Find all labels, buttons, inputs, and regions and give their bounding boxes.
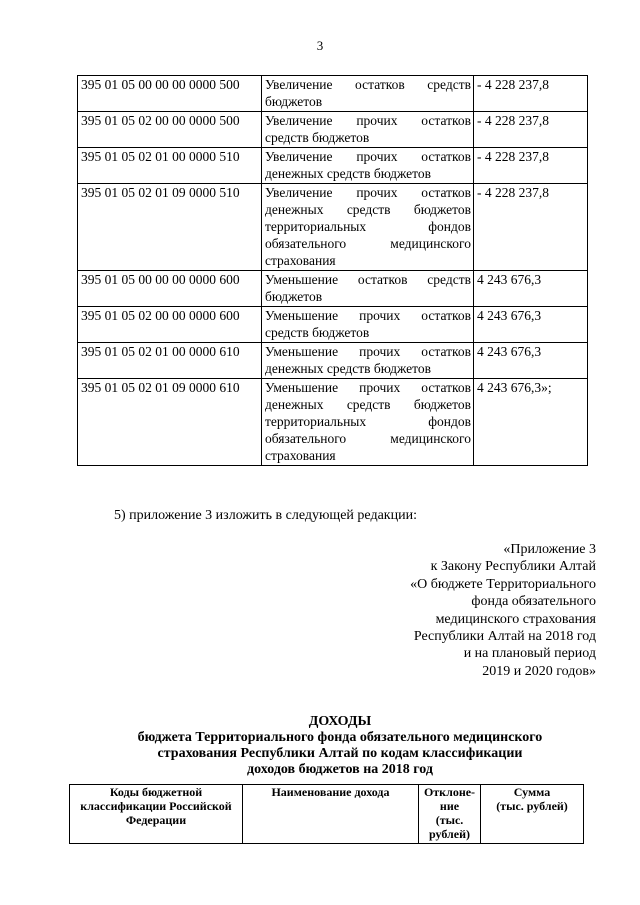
item-5-text: 5) приложение 3 изложить в следующей редакции: xyxy=(114,508,417,523)
amount-cell: - 4 228 237,8 xyxy=(474,112,588,148)
code-cell: 395 01 05 02 01 00 0000 610 xyxy=(78,343,262,379)
header-deviation-line: ние xyxy=(439,799,460,813)
code-cell: 395 01 05 02 00 00 0000 500 xyxy=(78,112,262,148)
code-cell: 395 01 05 02 01 09 0000 510 xyxy=(78,184,262,271)
header-codes-line: Федерации xyxy=(125,813,187,827)
amount-cell: - 4 228 237,8 xyxy=(474,76,588,112)
code-cell: 395 01 05 02 00 00 0000 600 xyxy=(78,307,262,343)
appendix-line: фонда обязательного xyxy=(471,594,596,610)
table-row xyxy=(78,112,588,148)
appendix-reference xyxy=(296,541,596,680)
heading-subtitle-line: бюджета Территориального фонда обязательного медицинского xyxy=(137,730,543,745)
heading-subtitle-line: доходов бюджетов на 2018 год xyxy=(247,762,433,777)
table-row xyxy=(78,307,588,343)
header-deviation-line: (тыс. xyxy=(435,813,464,827)
appendix-line: к Закону Республики Алтай xyxy=(430,559,596,575)
header-sum-line: Сумма xyxy=(513,785,551,799)
income-table-header xyxy=(69,784,584,844)
appendix-line: медицинского страхования xyxy=(435,611,596,627)
header-deviation-line: Отклоне- xyxy=(423,785,476,799)
header-deviation xyxy=(419,785,481,844)
table-row xyxy=(78,184,588,271)
header-sum xyxy=(481,785,584,844)
table-row xyxy=(78,76,588,112)
amount-cell: - 4 228 237,8 xyxy=(474,148,588,184)
appendix-line: и на плановый период xyxy=(463,646,596,662)
amount-cell: 4 243 676,3»; xyxy=(474,379,588,466)
name-cell: Увеличение прочих остатков денежных средств бюджетов xyxy=(262,148,474,184)
sources-table xyxy=(77,75,588,466)
appendix-line: «Приложение 3 xyxy=(503,542,596,557)
table-row xyxy=(78,379,588,466)
name-cell: Уменьшение остатков средств бюджетов xyxy=(262,271,474,307)
name-cell: Увеличение остатков средств бюджетов xyxy=(262,76,474,112)
page-number: 3 xyxy=(316,38,324,53)
table-row xyxy=(78,343,588,379)
header-codes-line: классификации Российской xyxy=(80,799,232,813)
header-codes-line: Коды бюджетной xyxy=(109,785,203,799)
heading-subtitle-line: страхования Республики Алтай по кодам классификации xyxy=(157,746,523,761)
name-cell: Уменьшение прочих остатков денежных средств бюджетов территориальных фондов обязательного медицинского страхования xyxy=(262,379,474,466)
header-deviation-line: рублей) xyxy=(428,827,471,841)
income-heading xyxy=(70,714,610,778)
amount-cell: 4 243 676,3 xyxy=(474,307,588,343)
table-row xyxy=(78,271,588,307)
table-row xyxy=(78,148,588,184)
appendix-line: Республики Алтай на 2018 год xyxy=(413,629,596,645)
appendix-line: 2019 и 2020 годов» xyxy=(482,663,596,679)
amount-cell: 4 243 676,3 xyxy=(474,343,588,379)
amount-cell: 4 243 676,3 xyxy=(474,271,588,307)
code-cell: 395 01 05 00 00 00 0000 600 xyxy=(78,271,262,307)
header-sum-line: (тыс. рублей) xyxy=(496,799,568,813)
code-cell: 395 01 05 02 01 09 0000 610 xyxy=(78,379,262,466)
name-cell: Увеличение прочих остатков денежных средств бюджетов территориальных фондов обязательного медицинского страхования xyxy=(262,184,474,271)
heading-title: ДОХОДЫ xyxy=(308,714,372,729)
header-income-name xyxy=(243,785,419,844)
name-cell: Уменьшение прочих остатков средств бюджетов xyxy=(262,307,474,343)
code-cell: 395 01 05 00 00 00 0000 500 xyxy=(78,76,262,112)
amount-cell: - 4 228 237,8 xyxy=(474,184,588,271)
header-name-line: Наименование дохода xyxy=(271,785,390,799)
header-codes xyxy=(70,785,243,844)
code-cell: 395 01 05 02 01 00 0000 510 xyxy=(78,148,262,184)
appendix-line: «О бюджете Территориального xyxy=(410,576,596,592)
name-cell: Уменьшение прочих остатков денежных средств бюджетов xyxy=(262,343,474,379)
name-cell: Увеличение прочих остатков средств бюджетов xyxy=(262,112,474,148)
